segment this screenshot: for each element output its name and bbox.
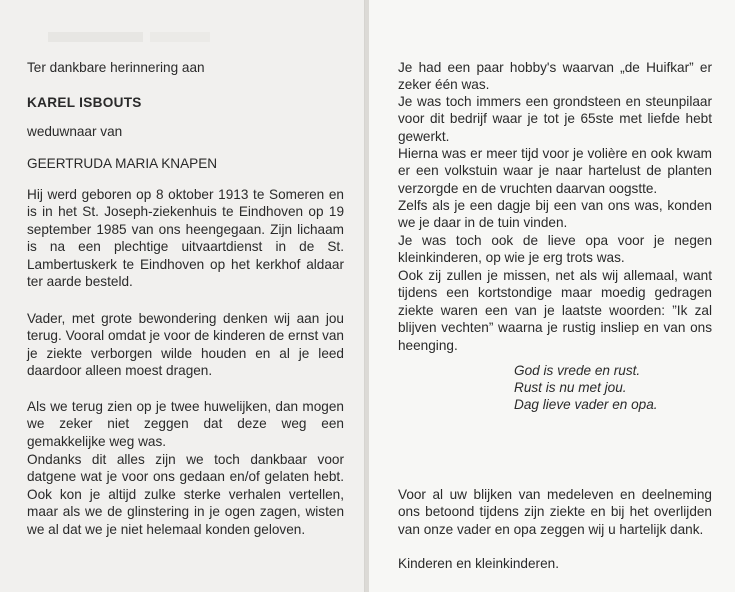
memory-paragraph: Hierna was er meer tijd voor je volière en ook kwam er een volkstuin waar je naar hartelust de planten verzorgde en de vruchten daarvan oogstte.	[398, 146, 712, 196]
poem-line: Dag lieve vader en opa.	[514, 397, 658, 412]
thanks-paragraph: Voor al uw blijken van medeleven en deelneming ons betoond tijdens zijn ziekte en bij het overlijden van onze vader en opa zeggen wij u hartelijk dank.	[398, 487, 712, 537]
poem-line: God is vrede en rust.	[514, 363, 641, 378]
spouse-name: GEERTRUDA MARIA KNAPEN	[27, 156, 218, 171]
memory-paragraph: Je was toch ook de lieve opa voor je negen kleinkinderen, op wie je erg trots was.	[398, 233, 712, 266]
relation-line: weduwnaar van	[27, 124, 123, 139]
tribute-paragraph: Als we terug zien op je twee huwelijken, dan mogen we zeker niet zeggen dat deze weg een gemakkelijke weg was.	[27, 399, 344, 449]
memory-paragraph: Zelfs als je een dagje bij een van ons was, konden we je daar in de tuin vinden.	[398, 198, 712, 231]
tribute-paragraph: Vader, met grote bewondering denken wij aan jou terug. Vooral omdat je voor de kinderen de ernst van je ziekte verborgen wilde houden en al je leed daardoor alleen moest dragen.	[27, 311, 344, 379]
memory-paragraph: Je had een paar hobby's waarvan „de Huifkar” er zeker één was.	[398, 60, 712, 93]
faint-print-mark	[48, 32, 143, 42]
memory-paragraph: Ook zij zullen je missen, net als wij allemaal, want tijdens een kortstondige maar moedig gedragen ziekte waren een van je laatste woorden: ”Ik zal blijven vechten” waarna je rustig insliep en van ons heenging.	[398, 268, 712, 353]
tribute-paragraph: Ondanks dit alles zijn we toch dankbaar voor datgene wat je voor ons gedaan en/of gelaten hebt. Ook kon je altijd zulke sterke verhalen vertellen, maar als we de glinstering in je ogen zagen, wisten we al dat we je niet helemaal konden geloven.	[27, 452, 344, 537]
signature-line: Kinderen en kleinkinderen.	[398, 556, 559, 571]
faint-print-mark	[150, 32, 210, 42]
memory-paragraph: Je was toch immers een grondsteen en steunpilaar voor dit bedrijf waar je tot je 65ste met liefde hebt gewerkt.	[398, 94, 712, 144]
biography-paragraph: Hij werd geboren op 8 oktober 1913 te Someren en is in het St. Joseph-ziekenhuis te Eindhoven op 19 september 1985 van ons heengegaan. Zijn lichaam is na een plechtige uitvaartdienst in de St. Lambertuskerk te Eindhoven op het kerkhof aldaar ter aarde besteld.	[27, 187, 344, 290]
intro-line: Ter dankbare herinnering aan	[27, 60, 205, 75]
poem-line: Rust is nu met jou.	[514, 380, 627, 395]
deceased-name: KAREL ISBOUTS	[27, 95, 142, 110]
